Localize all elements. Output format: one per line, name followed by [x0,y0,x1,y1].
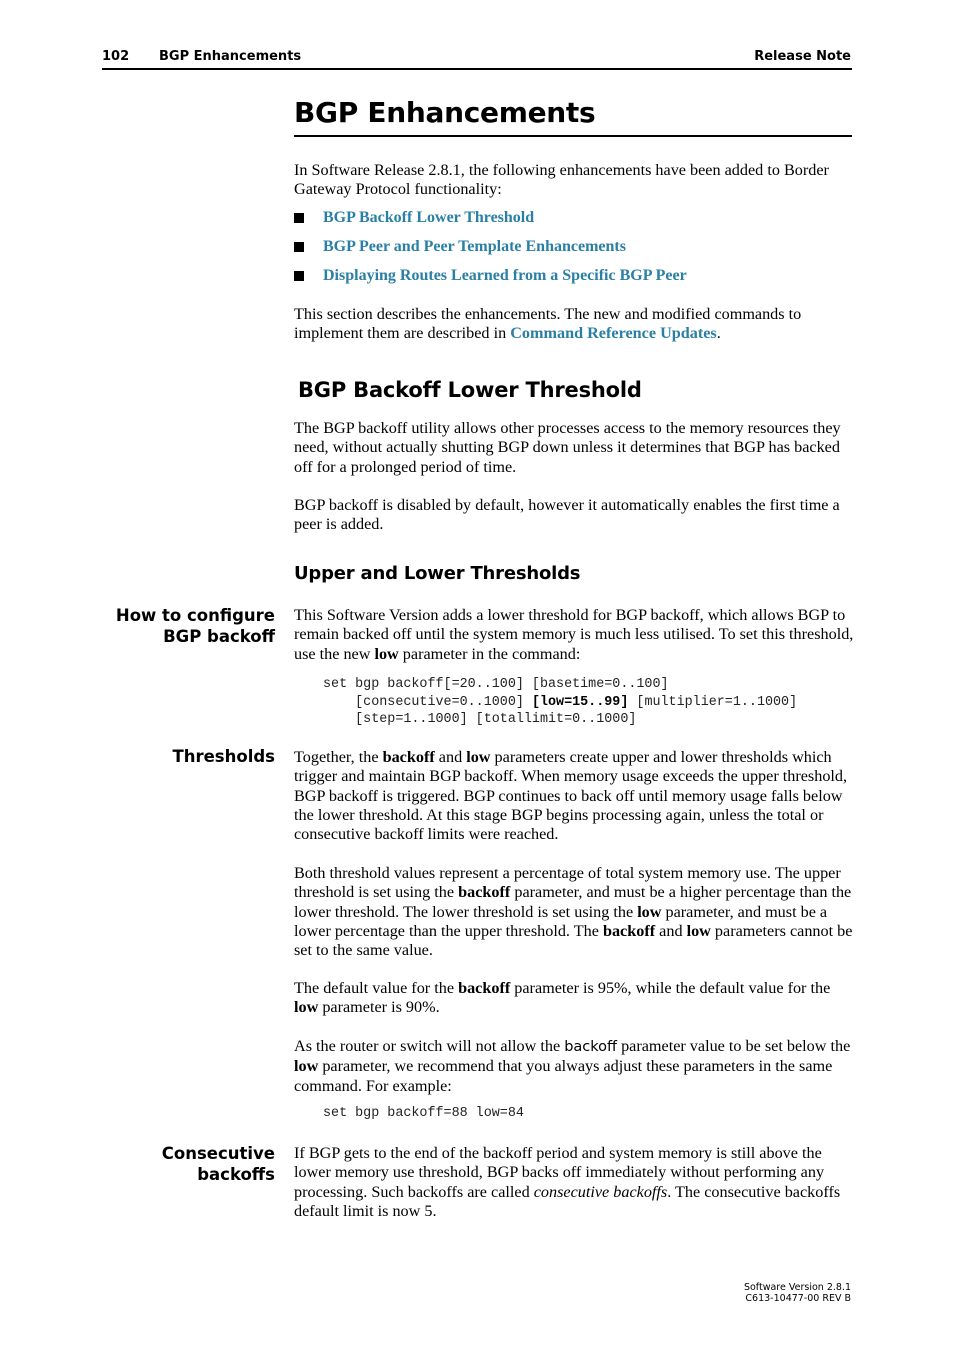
title-rule [294,135,852,137]
code-line: [step=1..1000] [totallimit=0..1000] [323,712,637,727]
text: and [655,921,687,940]
thresholds-paragraph-4 [294,1037,854,1096]
text: If BGP gets to the end of the backoff period and system memory is still above the lower memory use threshold, BGP backs off immediately without performing any processing. Such backoffs are called [294,1144,825,1201]
subsection-heading: Upper and Lower Thresholds [294,563,581,584]
code-line: [multiplier=1..1000] [628,694,798,710]
configure-paragraph [294,606,854,664]
intro-paragraph: In Software Release 2.8.1, the following enhancements have been added to Border Gateway Protocol functionality: [294,161,829,199]
backoff-paragraph-1: The BGP backoff utility allows other processes access to the memory resources they need, without actually shutting BGP down unless it determines that BGP has backed off for a prolonged period of time. [294,419,841,476]
link-bgp-backoff-lower-threshold[interactable]: BGP Backoff Lower Threshold [323,209,535,226]
command-syntax [323,676,797,729]
link-displaying-routes[interactable]: Displaying Routes Learned from a Specific BGP Peer [323,267,687,284]
param-low: low [686,921,711,940]
thresholds-paragraph-1 [294,748,854,844]
footer-software-version: Software Version 2.8.1 [743,1282,851,1293]
param-backoff: backoff [602,921,656,940]
side-heading-consecutive [162,1143,275,1185]
text: . [716,324,721,343]
text: As the router or switch will not allow the [294,1037,565,1055]
text: This section describes the enhancements. The new and modified commands to implement them are described in [294,305,802,343]
command-example: set bgp backoff=88 low=84 [323,1106,524,1121]
text: parameters create upper and lower thresholds which trigger and maintain BGP backoff. When memory usage exceeds the upper threshold, BGP backoff is triggered. BGP continues to back off until memory usage falls below the lower threshold. At this stage BGP begins processing again, unless the total or consecutive backoff limits were reached. [294,748,848,844]
header-rule [102,68,852,70]
text: parameter is 95%, while the default value for the [510,979,831,997]
param-low: low [374,644,399,663]
param-backoff: backoff [564,1039,618,1055]
param-low: low [294,998,319,1017]
text: parameter value to be set below the [617,1037,851,1055]
consecutive-paragraph [294,1144,854,1221]
thresholds-paragraph-2 [294,864,854,960]
page-number: 102 [102,49,130,64]
text: . The consecutive backoffs default limit is now 5. [294,1182,841,1220]
side-heading-line: Consecutive [161,1144,275,1163]
side-heading-line: How to configure [115,606,275,625]
param-backoff: backoff [382,748,435,766]
text: parameter, and must be a higher percentage than the lower threshold. The lower threshold is set using the [294,883,852,921]
link-bgp-peer-template[interactable]: BGP Peer and Peer Template Enhancements [323,238,626,255]
link-command-reference-updates[interactable]: Command Reference Updates [510,324,717,343]
code-line: set bgp backoff[=20..100] [basetime=0..100] [323,677,669,692]
footer [744,1282,851,1304]
bullet-square-icon [294,213,304,223]
text: parameter is 90%. [318,998,440,1017]
term-consecutive-backoffs: consecutive backoffs [533,1182,668,1201]
code-line: [consecutive=0..1000] [323,694,532,710]
bullet-square-icon [294,242,304,252]
bullet-square-icon [294,271,304,281]
section-description [294,305,854,344]
section-heading: BGP Backoff Lower Threshold [298,378,642,402]
page-title: BGP Enhancements [294,96,596,129]
code-highlight: [low=15..99] [531,694,629,710]
side-heading-configure [116,605,275,647]
backoff-paragraph-2: BGP backoff is disabled by default, however it automatically enables the first time a peer is added. [294,496,840,534]
text: Together, the [294,748,383,766]
footer-doc-id: C613-10477-00 REV B [745,1293,851,1304]
param-low: low [466,748,491,766]
param-low: low [637,902,662,921]
text: parameter in the command: [398,644,581,663]
text: The default value for the [294,979,459,997]
text: and [434,748,467,766]
text: parameter, we recommend that you always adjust these parameters in the same command. For example: [294,1057,833,1095]
thresholds-paragraph-3 [294,979,854,1018]
running-header-section: BGP Enhancements [159,49,302,64]
param-backoff: backoff [458,883,511,902]
text: parameters cannot be set to the same value. [294,921,853,960]
running-header-doc-type: Release Note [754,49,851,64]
text: Both threshold values represent a percentage of total system memory use. The upper threshold is set using the [294,864,841,902]
param-backoff: backoff [458,979,511,997]
side-heading-line: backoffs [197,1165,275,1184]
param-low: low [294,1057,319,1076]
side-heading-line: BGP backoff [163,627,275,646]
side-heading-thresholds: Thresholds [172,747,275,766]
text: parameter, and must be a lower percentage than the upper threshold. The [294,902,828,940]
text: This Software Version adds a lower threshold for BGP backoff, which allows BGP to remain backed off until the system memory is much less utilised. To set this threshold, use the new [294,606,854,663]
